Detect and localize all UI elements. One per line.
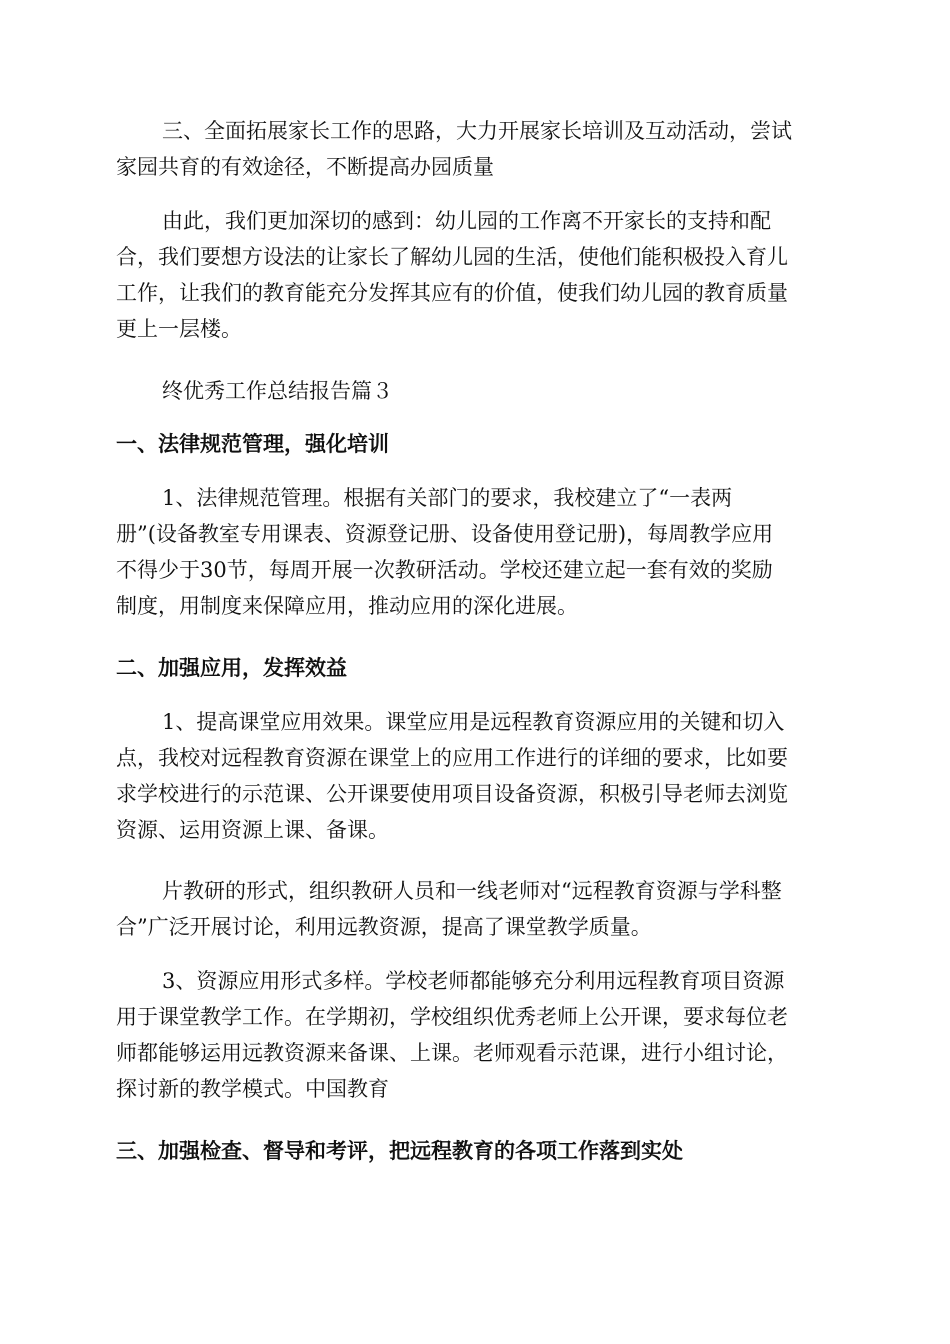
text-line: 片教研的形式，组织教研人员和一线老师对“远程教育资源与学科整 — [162, 879, 782, 903]
paragraph-legal-management — [116, 480, 836, 624]
heading-text: 二、加强应用，发挥效益 — [116, 656, 347, 680]
text-line: 合，我们要想方设法的让家长了解幼儿园的生活，使他们能积极投入育儿 — [116, 245, 788, 269]
paragraph-family-work — [116, 113, 836, 185]
paragraph-conclusion — [116, 203, 836, 347]
text-line: 制度，用制度来保障应用，推动应用的深化进展。 — [116, 594, 578, 618]
section-title — [116, 373, 836, 409]
heading-strengthen-application — [116, 650, 836, 686]
text-line: 三、全面拓展家长工作的思路，大力开展家长培训及互动活动，尝试 — [162, 119, 792, 143]
heading-text: 三、加强检查、督导和考评，把远程教育的各项工作落到实处 — [116, 1139, 683, 1163]
text-line: 探讨新的教学模式。中国教育 — [116, 1077, 389, 1101]
text-line: 更上一层楼。 — [116, 317, 242, 341]
text-line: 册”(设备教室专用课表、资源登记册、设备使用登记册)，每周教学应用 — [116, 522, 774, 546]
heading-text: 一、法律规范管理，强化培训 — [116, 432, 389, 456]
text-line: 求学校进行的示范课、公开课要使用项目设备资源，积极引导老师去浏览 — [116, 782, 788, 806]
text-line: 终优秀工作总结报告篇３ — [162, 379, 393, 403]
text-line: 点，我校对远程教育资源在课堂上的应用工作进行的详细的要求，比如要 — [116, 746, 788, 770]
text-line: 1、法律规范管理。根据有关部门的要求，我校建立了“一表两 — [162, 486, 733, 510]
text-line: 由此，我们更加深切的感到：幼儿园的工作离不开家长的支持和配 — [162, 209, 771, 233]
text-line: 3、资源应用形式多样。学校老师都能够充分利用远程教育项目资源 — [162, 969, 785, 993]
text-line: 合”广泛开展讨论，利用远教资源，提高了课堂教学质量。 — [116, 915, 652, 939]
text-line: 用于课堂教学工作。在学期初，学校组织优秀老师上公开课，要求每位老 — [116, 1005, 788, 1029]
text-line: 不得少于30节，每周开展一次教研活动。学校还建立起一套有效的奖励 — [116, 558, 773, 582]
text-line: 工作，让我们的教育能充分发挥其应有的价值，使我们幼儿园的教育质量 — [116, 281, 788, 305]
heading-legal-management — [116, 426, 836, 462]
paragraph-resource-forms — [116, 963, 836, 1107]
paragraph-teaching-research — [116, 873, 836, 945]
text-line: 家园共育的有效途径，不断提高办园质量 — [116, 155, 494, 179]
text-line: 资源、运用资源上课、备课。 — [116, 818, 389, 842]
paragraph-classroom-application — [116, 704, 836, 848]
heading-inspection — [116, 1133, 836, 1169]
text-line: 师都能够运用远教资源来备课、上课。老师观看示范课，进行小组讨论， — [116, 1041, 788, 1065]
text-line: 1、提高课堂应用效果。课堂应用是远程教育资源应用的关键和切入 — [162, 710, 785, 734]
